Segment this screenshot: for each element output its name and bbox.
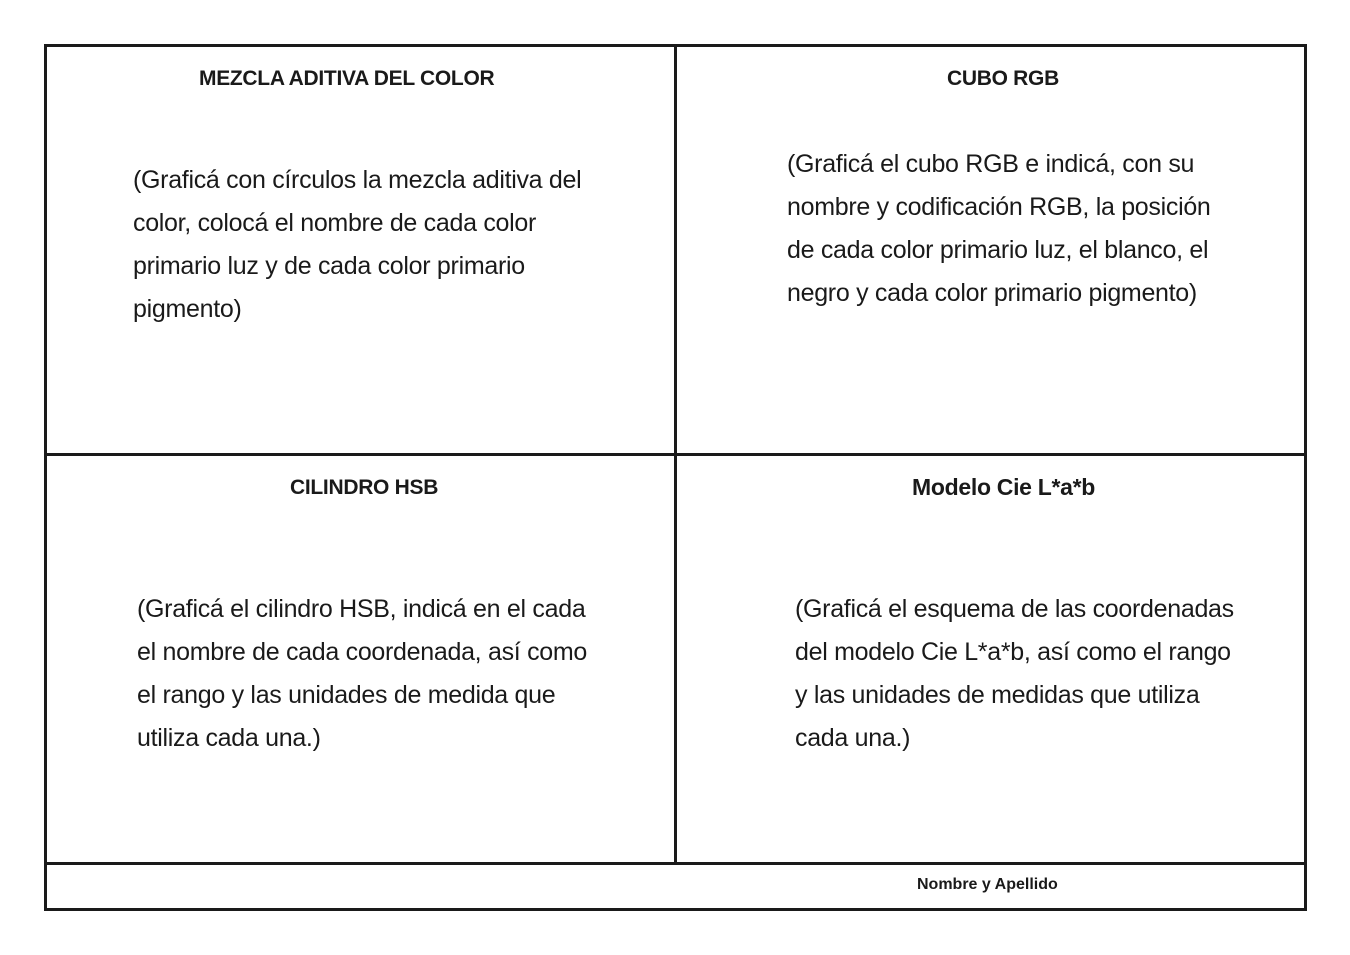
section-instruction: (Graficá el esquema de las coordenadas del modelo Cie L*a*b, así como el rango y las unidades de medidas que utiliza cada una.) [795,595,1234,752]
section-hsb-cylinder[interactable] [47,456,677,865]
section-title: Modelo Cie L*a*b [912,474,1096,500]
section-title: MEZCLA ADITIVA DEL COLOR [199,67,495,90]
name-field-label: Nombre y Apellido [917,876,1058,893]
section-instruction: (Graficá con círculos la mezcla aditiva del color, colocá el nombre de cada color primario luz y de cada color primario pigmento) [133,166,582,323]
section-title: CUBO RGB [947,67,1059,90]
section-rgb-cube[interactable] [677,47,1304,456]
section-instruction: (Graficá el cubo RGB e indicá, con su nombre y codificación RGB, la posición de cada color primario luz, el blanco, el negro y cada color primario pigmento) [787,150,1211,307]
section-instruction: (Graficá el cilindro HSB, indicá en el cada el nombre de cada coordenada, así como el rango y las unidades de medida que utiliza cada una.) [137,595,588,752]
section-cie-lab[interactable] [677,456,1304,865]
section-title: CILINDRO HSB [290,476,439,499]
section-additive-mixing[interactable] [47,47,677,456]
worksheet-grid [44,44,1307,911]
name-field-row[interactable] [47,865,1304,908]
